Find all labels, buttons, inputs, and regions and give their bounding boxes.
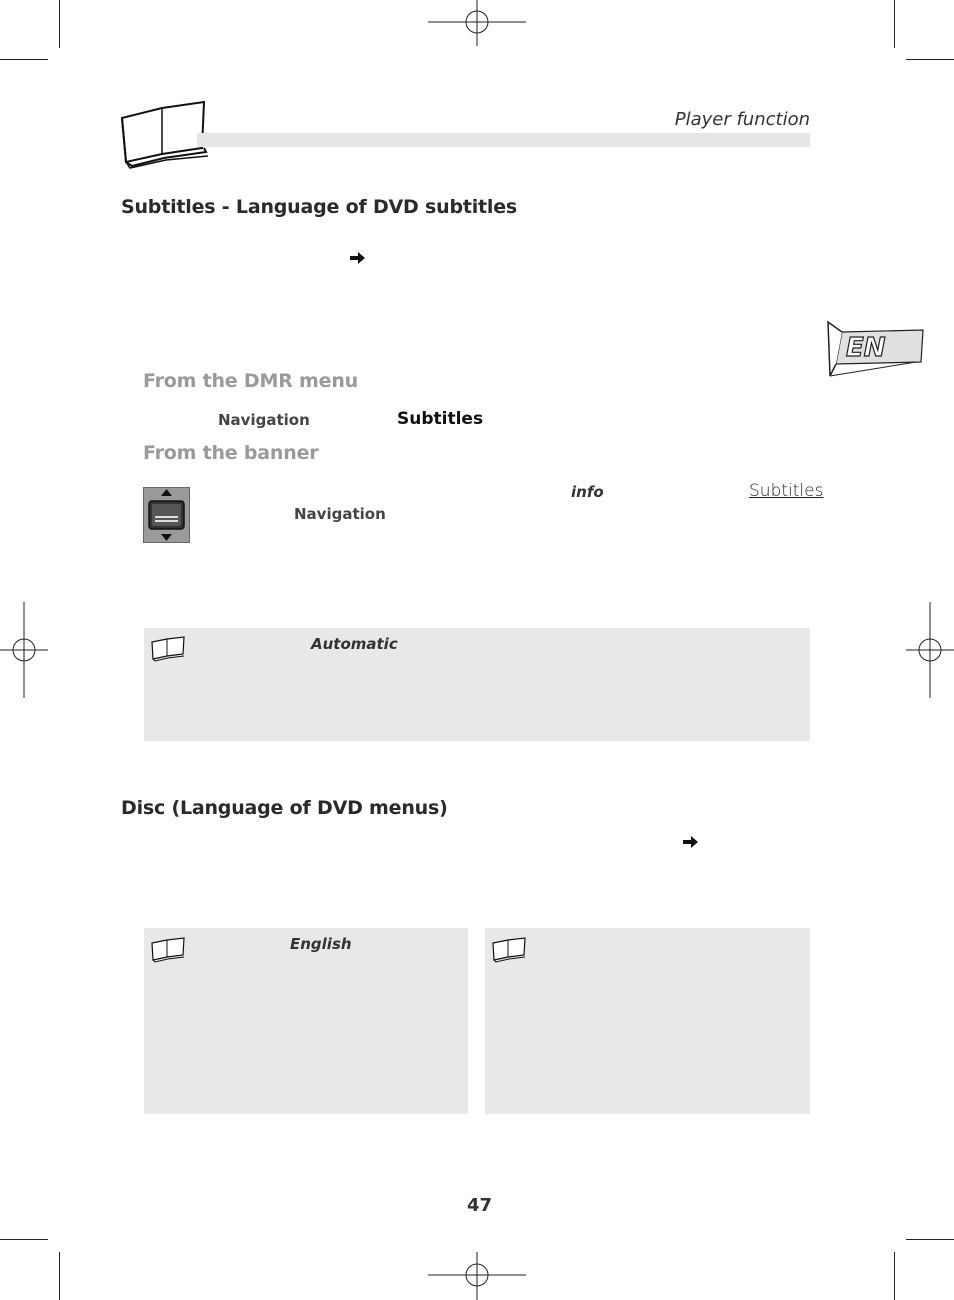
note-box-subtitles bbox=[144, 628, 810, 741]
section-label: Player function bbox=[674, 109, 810, 130]
crop-mark bbox=[906, 1239, 954, 1240]
registration-mark-left bbox=[0, 602, 48, 698]
page-number: 47 bbox=[467, 1195, 493, 1216]
note-box-disc-right bbox=[485, 928, 810, 1114]
registration-mark-bottom bbox=[428, 1252, 526, 1300]
banner-navigation-label: Navigation bbox=[294, 505, 386, 523]
crop-mark bbox=[894, 0, 895, 48]
language-badge-text: EN bbox=[846, 333, 886, 363]
note-box-disc-left bbox=[144, 928, 468, 1114]
note-default-automatic: Automatic bbox=[311, 635, 398, 653]
arrow-right-icon bbox=[683, 836, 699, 848]
subheading-from-banner: From the banner bbox=[143, 442, 319, 464]
small-book-icon bbox=[150, 937, 186, 963]
banner-subtitles-label: Subtitles bbox=[749, 481, 824, 501]
small-book-icon bbox=[150, 636, 186, 662]
subtitle-banner-icon bbox=[143, 487, 190, 543]
crop-mark bbox=[59, 0, 60, 48]
small-book-icon bbox=[491, 937, 527, 963]
registration-mark-right bbox=[906, 602, 954, 698]
note-default-english: English bbox=[290, 935, 352, 953]
menu-navigation-label: Navigation bbox=[218, 411, 310, 429]
registration-mark-top bbox=[428, 0, 526, 48]
subheading-from-menu: From the DMR menu bbox=[143, 370, 358, 392]
crop-mark bbox=[59, 1252, 60, 1300]
language-badge-icon bbox=[826, 318, 926, 378]
banner-info-label: info bbox=[571, 483, 604, 501]
crop-mark bbox=[0, 59, 48, 60]
arrow-right-icon bbox=[350, 252, 366, 264]
header-rule bbox=[197, 133, 810, 147]
crop-mark bbox=[894, 1252, 895, 1300]
section-title-disc: Disc (Language of DVD menus) bbox=[121, 797, 448, 819]
crop-mark bbox=[0, 1239, 48, 1240]
section-title-subtitles: Subtitles - Language of DVD subtitles bbox=[121, 196, 518, 218]
crop-mark bbox=[906, 59, 954, 60]
menu-subtitles-label: Subtitles bbox=[397, 409, 484, 429]
